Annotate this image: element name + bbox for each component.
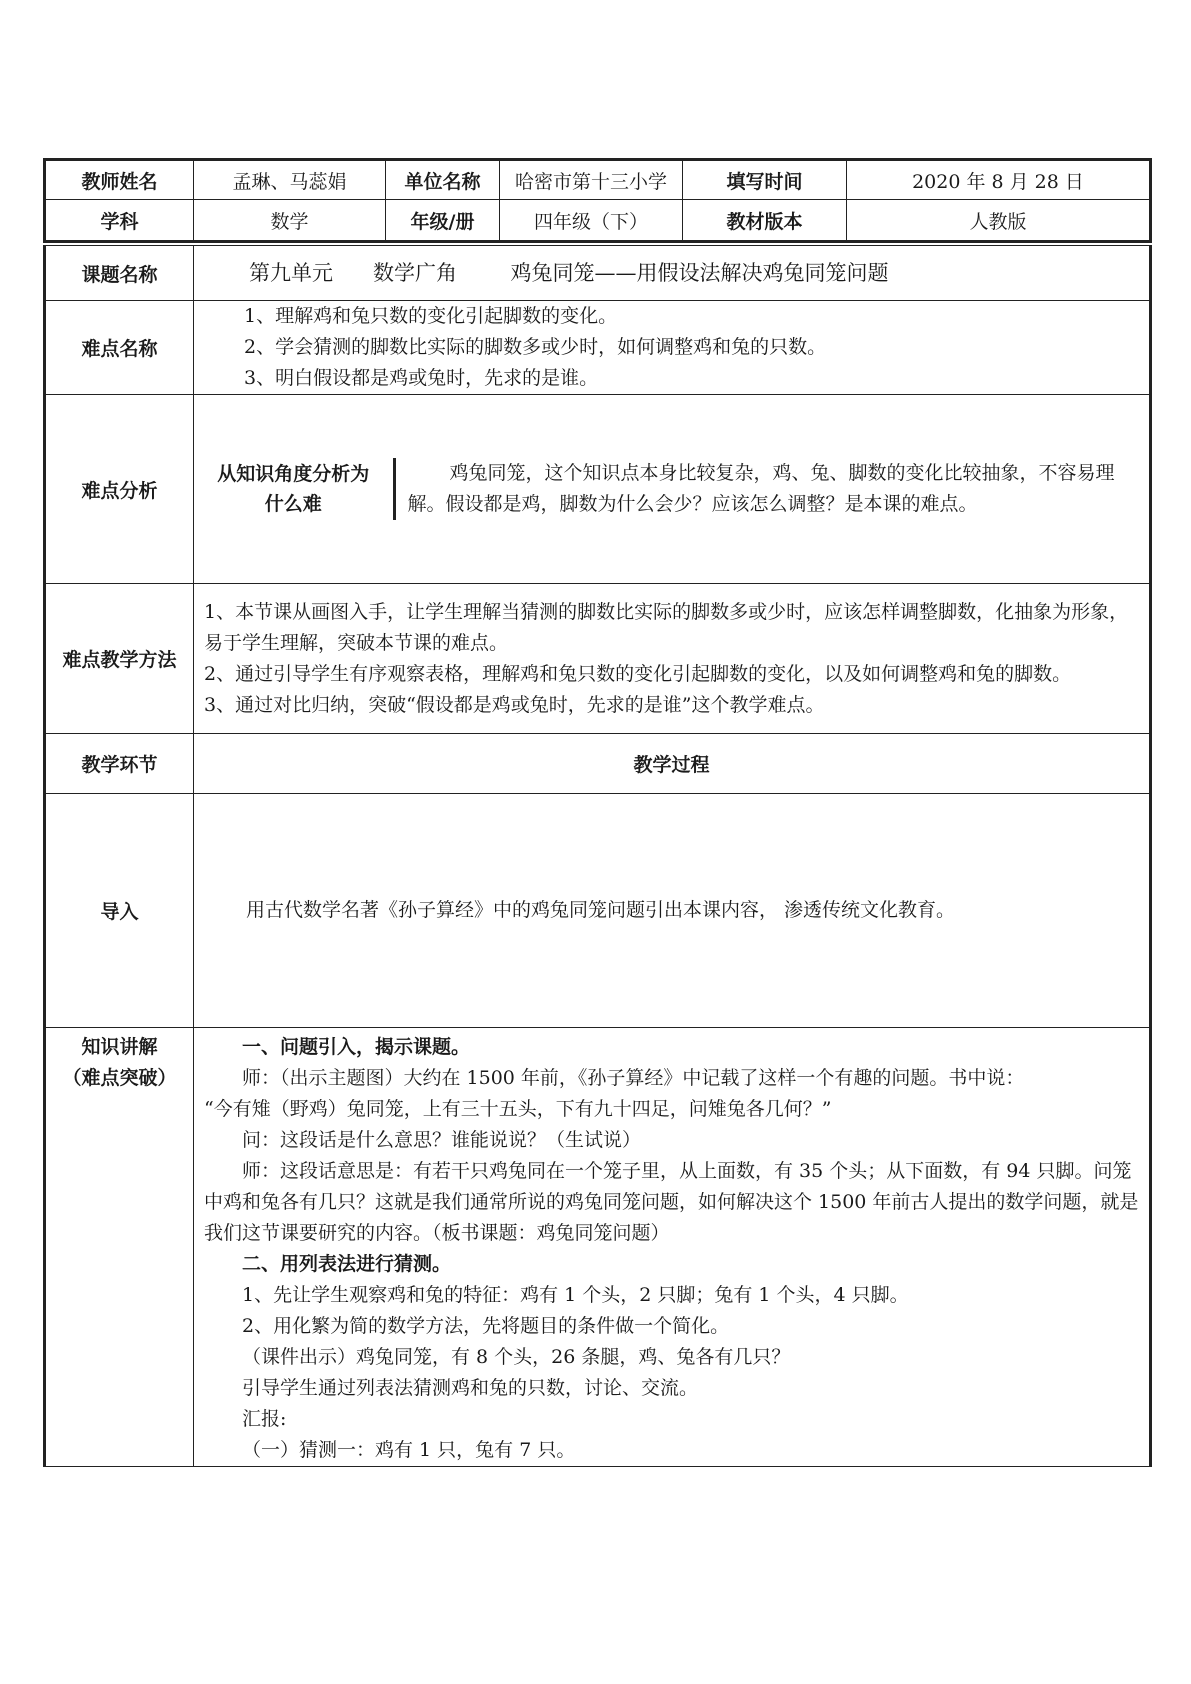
method-list — [194, 584, 1151, 734]
method-item: 2、通过引导学生有序观察表格，理解鸡和兔只数的变化引起脚数的变化，以及如何调整鸡和兔的脚数。 — [204, 662, 1072, 685]
difficulty-label: 难点名称 — [45, 301, 194, 395]
grade-value: 四年级（下） — [500, 200, 683, 242]
unit-value: 哈密市第十三小学 — [500, 160, 683, 200]
method-item: 1、本节课从画图入手，让学生理解当猜测的脚数比实际的脚数多或少时，应该怎样调整脚数，化抽象为形象，易于学生理解，突破本节课的难点。 — [204, 600, 1129, 654]
method-item: 3、通过对比归纳，突破“假设都是鸡或兔时，先求的是谁”这个教学难点。 — [204, 693, 825, 716]
difficulty-row — [45, 301, 1151, 395]
knowledge-row — [45, 1028, 1151, 1467]
analysis-angle-line1: 从知识角度分析为 — [217, 463, 370, 485]
analysis-row — [45, 395, 1151, 584]
knowledge-paragraph: 师：（出示主题图）大约在 1500 年前，《孙子算经》中记载了这样一个有趣的问题。书中说： — [242, 1067, 1025, 1089]
analysis-angle-cell — [194, 458, 394, 520]
header-table — [43, 158, 1152, 243]
knowledge-content — [194, 1028, 1151, 1467]
teacher-label: 教师姓名 — [45, 160, 194, 200]
knowledge-heading-2: 二、用列表法进行猜测。 — [242, 1253, 452, 1275]
process-label: 教学过程 — [194, 734, 1151, 794]
topic-label: 课题名称 — [45, 246, 194, 301]
topic-value: 第九单元 数学广角 鸡兔同笼——用假设法解决鸡兔同笼问题 — [194, 246, 1151, 301]
difficulty-item: 1、理解鸡和兔只数的变化引起脚数的变化。 — [244, 305, 618, 327]
knowledge-paragraph: 2、用化繁为简的数学方法，先将题目的条件做一个简化。 — [242, 1315, 730, 1337]
edition-value: 人教版 — [847, 200, 1151, 242]
process-header-row — [45, 734, 1151, 794]
date-label: 填写时间 — [683, 160, 847, 200]
topic-row — [45, 246, 1151, 301]
intro-text: 用古代数学名著《孙子算经》中的鸡兔同笼问题引出本课内容， 渗透传统文化教育。 — [194, 794, 1151, 1028]
date-value: 2020 年 8 月 28 日 — [847, 160, 1151, 200]
intro-row — [45, 794, 1151, 1028]
knowledge-paragraph: 引导学生通过列表法猜测鸡和兔的只数，讨论、交流。 — [242, 1377, 699, 1399]
knowledge-paragraph: 师：这段话意思是：有若干只鸡兔同在一个笼子里，从上面数，有 35 个头；从下面数，有 94 只脚。问笼中鸡和兔各有几只？这就是我们通常所说的鸡兔同笼问题，如何解决这个 1500 年前古人提出的数学问题，就是我们这节课要研究的内容。（板书课题：鸡兔同笼问题） — [204, 1160, 1139, 1244]
analysis-subtable — [194, 458, 1149, 520]
knowledge-label — [45, 1028, 194, 1467]
knowledge-paragraph: 问：这段话是什么意思？谁能说说？（生试说） — [242, 1129, 642, 1151]
method-label: 难点教学方法 — [45, 584, 194, 734]
difficulty-list — [194, 301, 1151, 395]
teacher-value: 孟琳、马蕊娟 — [194, 160, 386, 200]
knowledge-label-line1: 知识讲解 — [81, 1036, 158, 1058]
analysis-angle-line2: 什么难 — [264, 493, 322, 515]
knowledge-heading-1: 一、问题引入，揭示课题。 — [242, 1036, 471, 1058]
edition-label: 教材版本 — [683, 200, 847, 242]
analysis-label: 难点分析 — [45, 395, 194, 584]
grade-label: 年级/册 — [386, 200, 500, 242]
difficulty-item: 3、明白假设都是鸡或兔时，先求的是谁。 — [244, 367, 599, 389]
knowledge-paragraph: （课件出示）鸡兔同笼，有 8 个头，26 条腿，鸡、兔各有几只？ — [242, 1346, 791, 1368]
stage-label: 教学环节 — [45, 734, 194, 794]
method-row — [45, 584, 1151, 734]
unit-label: 单位名称 — [386, 160, 500, 200]
body-table — [43, 245, 1152, 1467]
subject-value: 数学 — [194, 200, 386, 242]
subject-label: 学科 — [45, 200, 194, 242]
analysis-text: 鸡兔同笼，这个知识点本身比较复杂，鸡、兔、脚数的变化比较抽象，不容易理解。假设都是鸡，脚数为什么会少？应该怎么调整？是本课的难点。 — [407, 462, 1115, 515]
knowledge-paragraph: 1、先让学生观察鸡和兔的特征：鸡有 1 个头，2 只脚；兔有 1 个头，4 只脚。 — [242, 1284, 909, 1306]
intro-label: 导入 — [45, 794, 194, 1028]
knowledge-paragraph: 汇报: — [242, 1408, 287, 1430]
knowledge-paragraph: “今有雉（野鸡）兔同笼，上有三十五头，下有九十四足，问雉兔各几何？” — [204, 1098, 832, 1120]
knowledge-paragraph: （一）猜测一：鸡有 1 只，兔有 7 只。 — [242, 1439, 576, 1461]
difficulty-item: 2、学会猜测的脚数比实际的脚数多或少时，如何调整鸡和兔的只数。 — [244, 336, 827, 358]
knowledge-label-line2: （难点突破） — [62, 1067, 177, 1089]
